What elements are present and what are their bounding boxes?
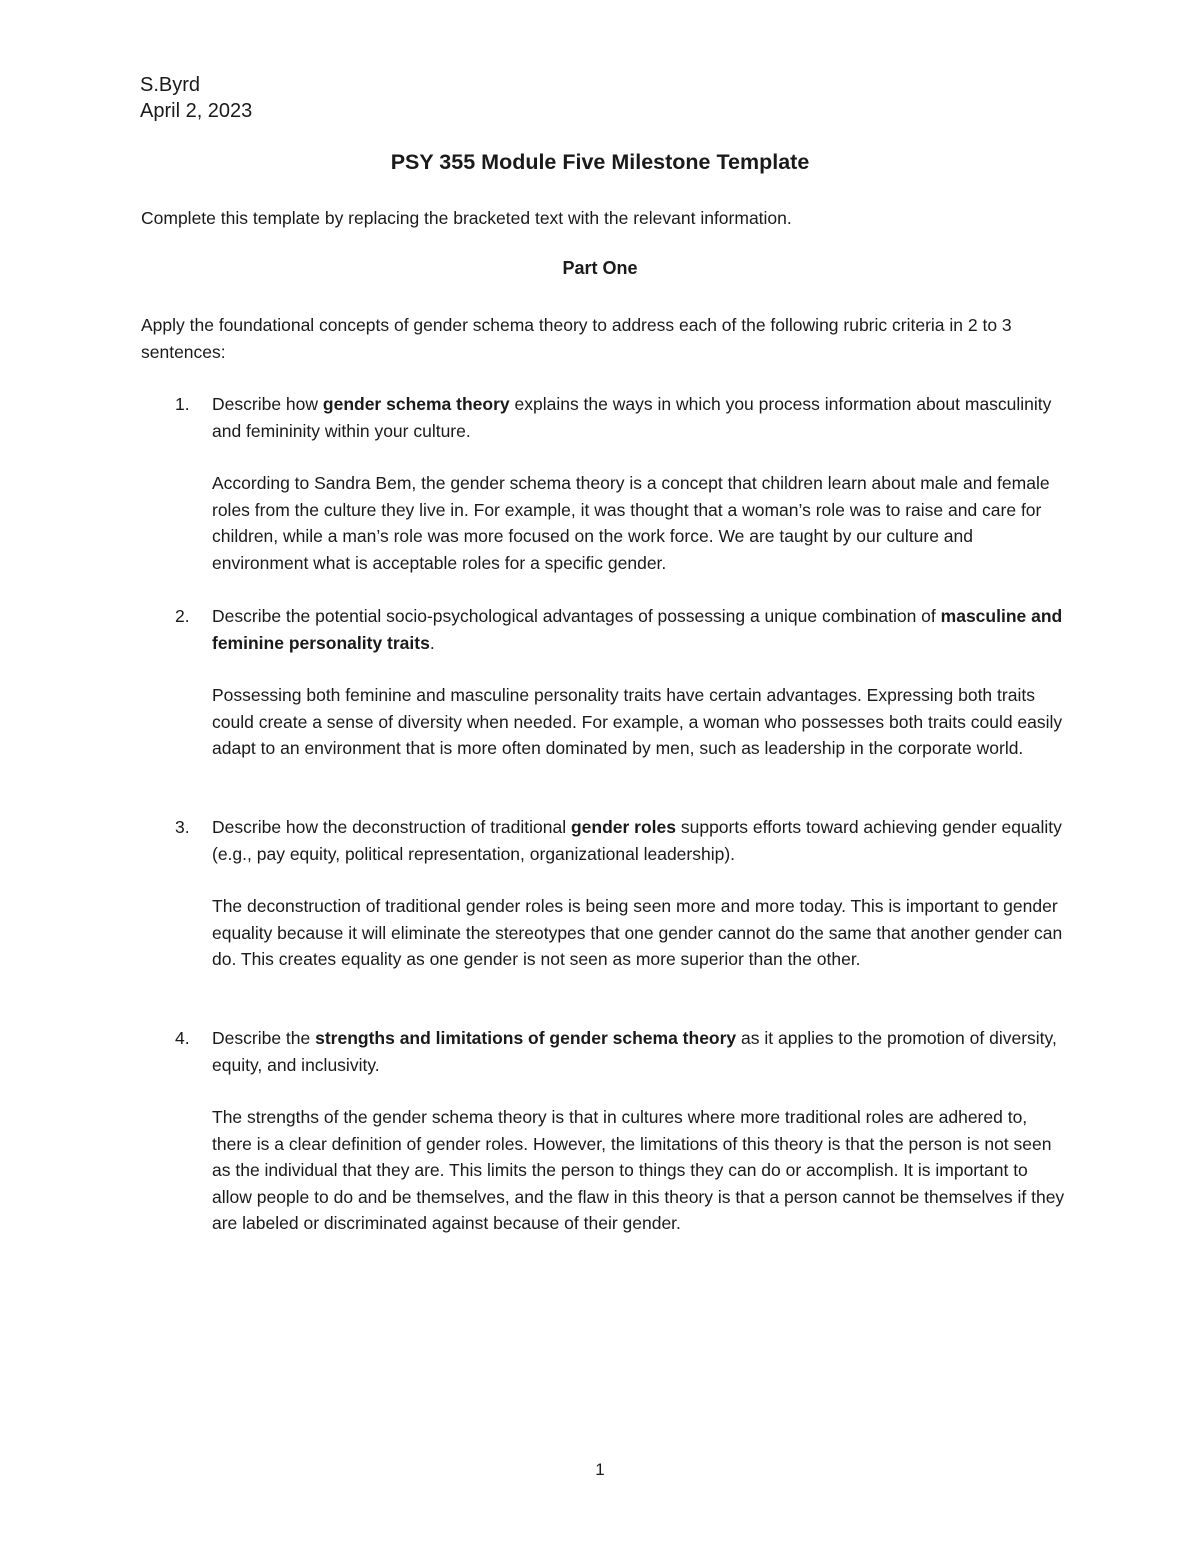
item-number: 3. (175, 817, 190, 837)
prompt-text: Describe the potential socio-psychological advantages of possessing a unique combination of (212, 606, 941, 626)
item-answer: Possessing both feminine and masculine personality traits have certain advantages. Expressing both traits could create a sense of diversity when needed. For example, a woman who possesses both traits could easily adapt to an environment that is more often dominated by men, such as leadership in the corporate world. (212, 685, 1063, 758)
prompt-emphasis: gender roles (570, 817, 676, 837)
list-item-4 (141, 1025, 1071, 1237)
prompt-emphasis: masculine and feminine personality traits (212, 606, 1063, 653)
prompt-text: Describe how (212, 394, 323, 414)
prompt-emphasis: gender schema theory (322, 394, 510, 414)
document-header (140, 72, 252, 124)
instructions-text: Complete this template by replacing the bracketed text with the relevant information. (141, 208, 792, 228)
item-number: 2. (175, 606, 190, 626)
item-prompt (212, 603, 1071, 656)
prompt-text: . (429, 632, 435, 653)
prompt-text: supports efforts toward achieving gender equality (e.g., pay equity, political representation, organizational leadership). (212, 817, 1062, 864)
page-number: 1 (595, 1460, 605, 1479)
item-answer: According to Sandra Bem, the gender schema theory is a concept that children learn about male and female roles from the culture they live in. For example, it was thought that a woman’s role was to raise and care for children, while a man’s role was more focused on the work force. We are taught by our culture and environment what is acceptable roles for a specific gender. (212, 473, 1050, 573)
item-answer: The strengths of the gender schema theory is that in cultures where more traditional roles are adhered to, there is a clear definition of gender roles. However, the limitations of this theory is that the person is not seen as the individual that they are. This limits the person to things they can do or accomplish. It is important to allow people to do and be themselves, and the flaw in this theory is that a person cannot be themselves if they are labeled or discriminated against because of their gender. (212, 1107, 1065, 1233)
prompt-text: Describe how the deconstruction of traditional (212, 817, 571, 837)
document-date: April 2, 2023 (140, 100, 253, 122)
list-item-3 (141, 814, 1071, 973)
item-prompt (212, 1025, 1071, 1078)
document-title: PSY 355 Module Five Milestone Template (390, 150, 810, 174)
part-heading: Part One (562, 258, 638, 278)
item-number: 4. (175, 1028, 190, 1048)
item-answer: The deconstruction of traditional gender roles is being seen more and more today. This is important to gender equality because it will eliminate the stereotypes that one gender cannot do the same that another gender can do. This creates equality as one gender is not seen as more superior than the other. (212, 896, 1063, 969)
author-name: S.Byrd (140, 74, 201, 96)
item-prompt (212, 814, 1071, 867)
list-item-2 (141, 603, 1071, 762)
item-prompt (212, 391, 1071, 444)
prompt-emphasis: strengths and limitations of gender schema theory (315, 1028, 737, 1048)
list-item-1 (141, 391, 1071, 576)
prompt-text: Describe the (212, 1028, 316, 1048)
item-number: 1. (175, 394, 190, 414)
intro-paragraph: Apply the foundational concepts of gender schema theory to address each of the following rubric criteria in 2 to 3 sentences: (141, 315, 1012, 362)
prompt-text: as it applies to the promotion of diversity, equity, and inclusivity. (212, 1028, 1057, 1075)
prompt-text: explains the ways in which you process information about masculinity and femininity within your culture. (212, 394, 1052, 441)
